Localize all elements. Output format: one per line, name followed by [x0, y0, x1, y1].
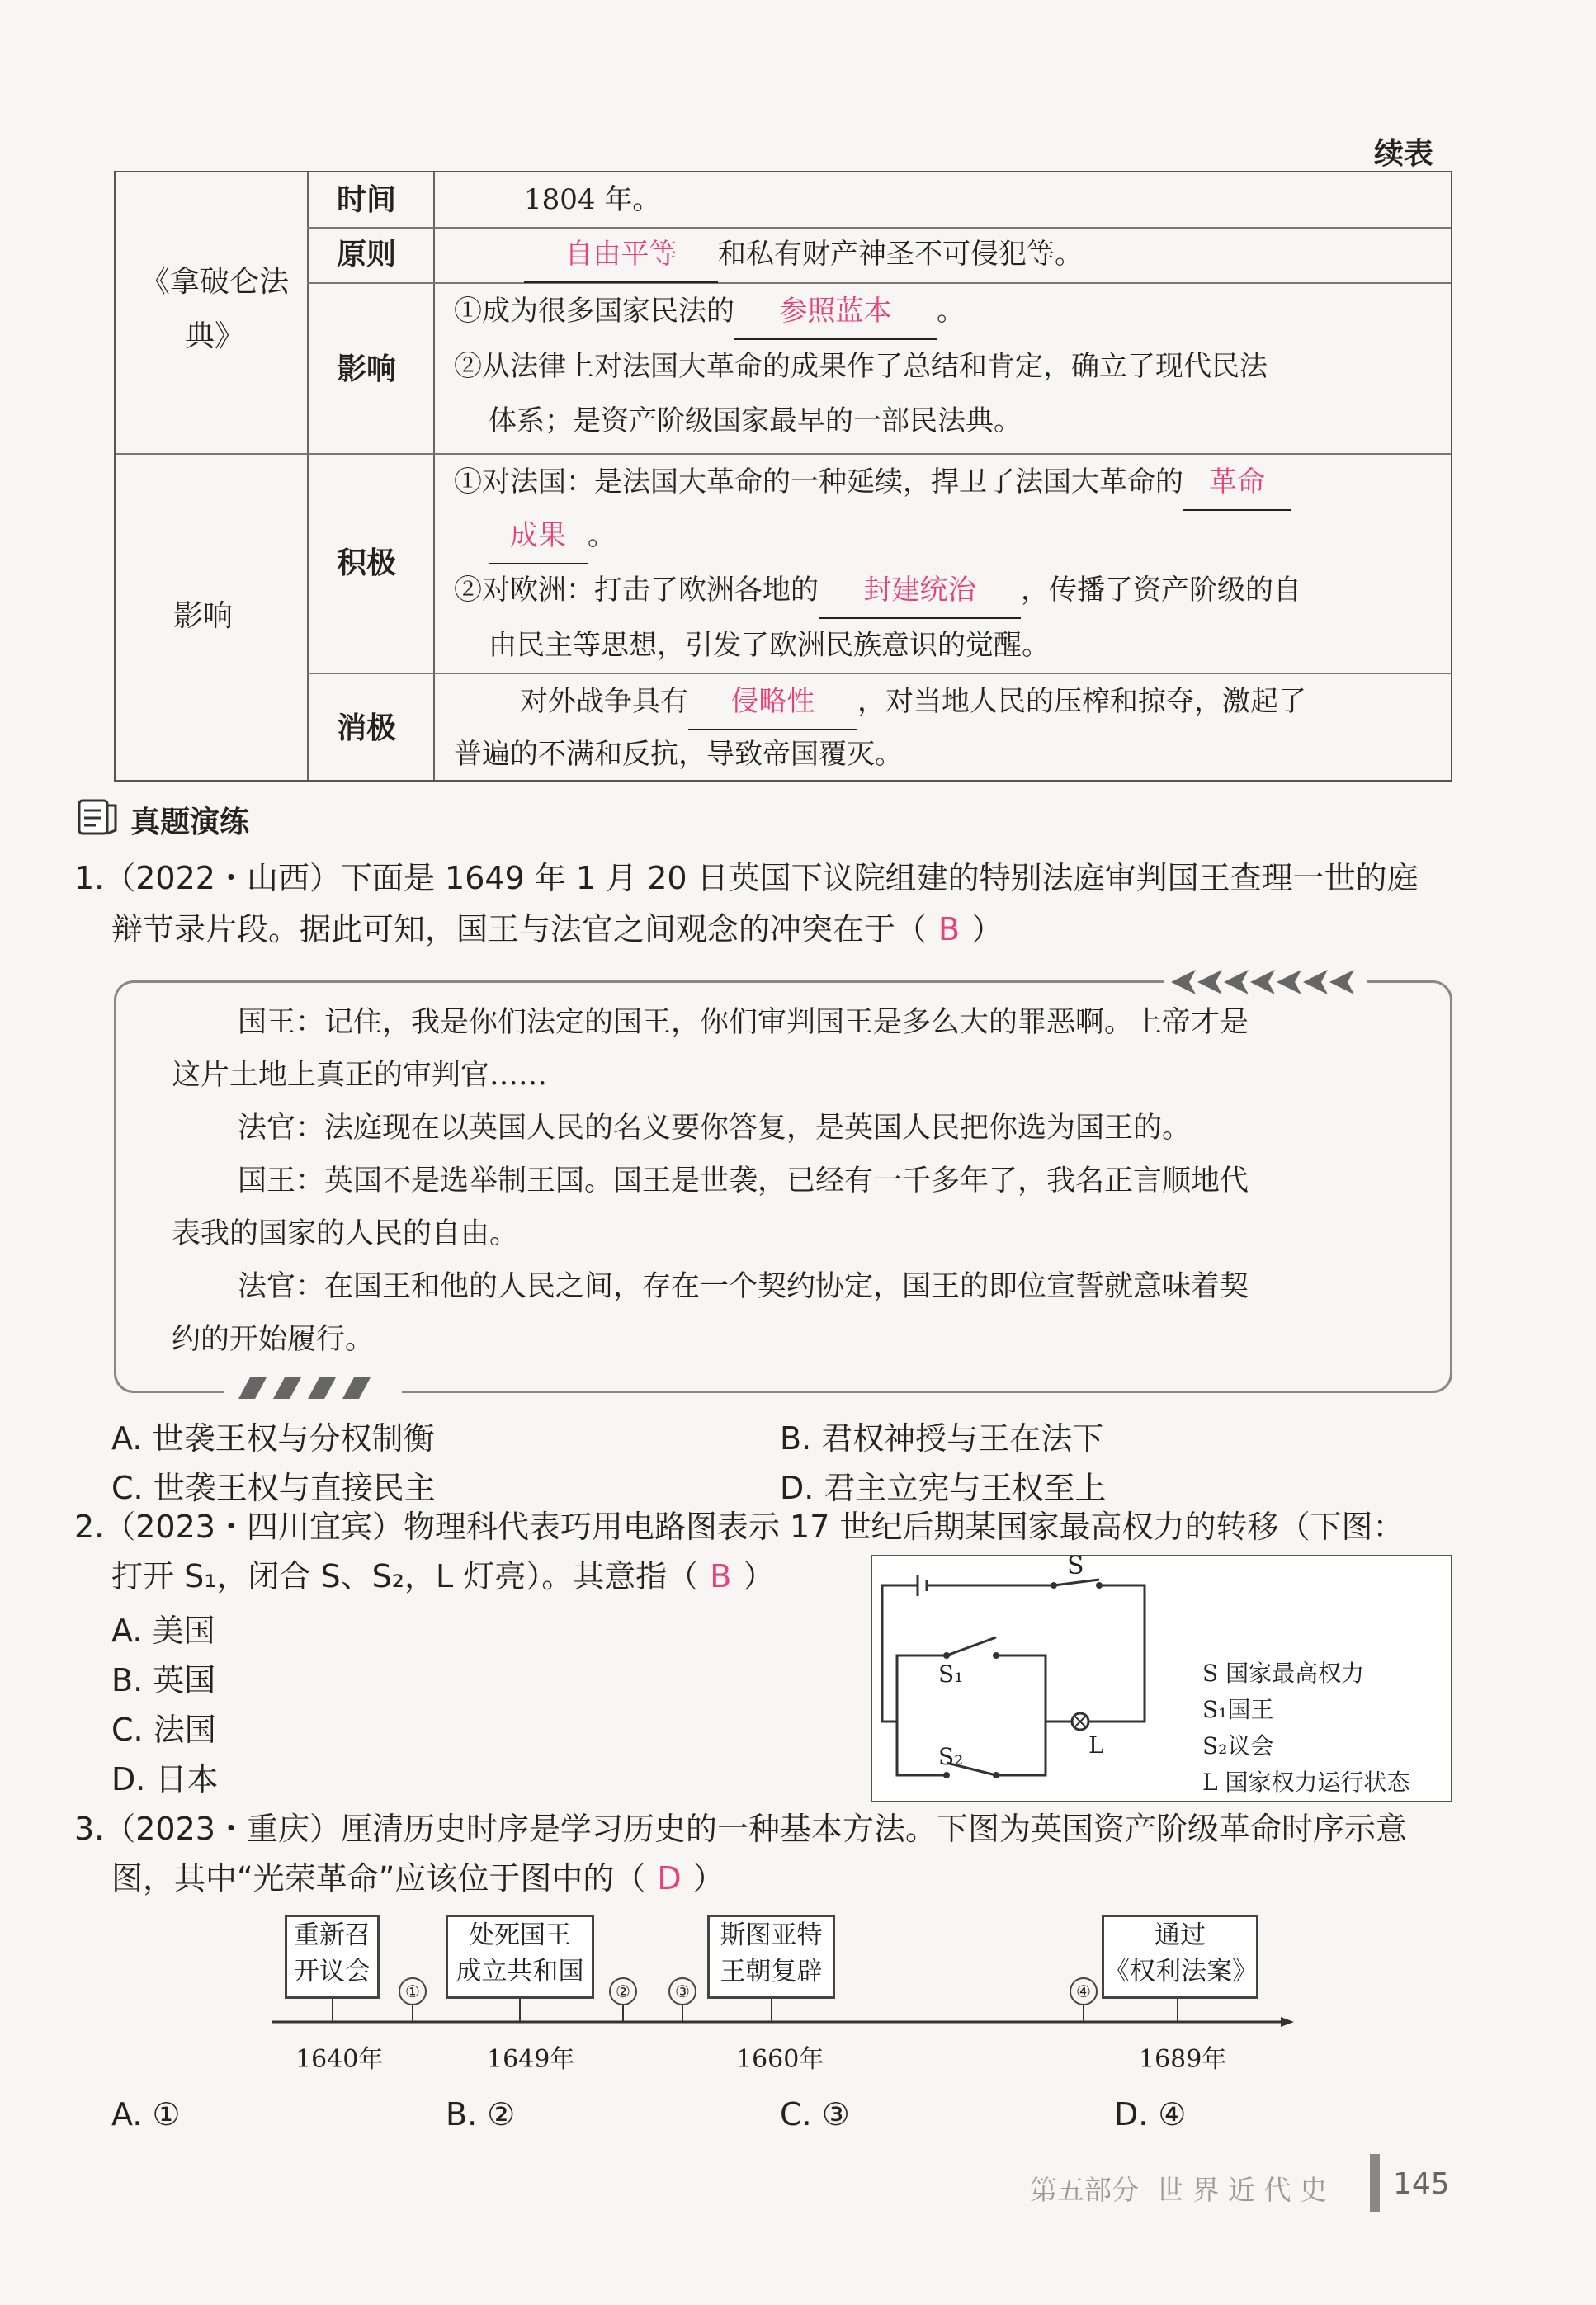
marker-2: ② [609, 1977, 637, 2005]
year-label: 1660年 [736, 2045, 824, 2074]
positive-1-line2: 成果 。 [489, 508, 616, 564]
q2-line2: 打开 S₁，闭合 S、S₂，L 灯亮）。其意指（ B ） [111, 1558, 775, 1594]
switch-s2-label: S₂ [938, 1743, 964, 1770]
negative-1: 对外战争具有 侵略性 ，对当地人民的压榨和掠夺，激起了 [520, 674, 1306, 730]
q3-line2: 图，其中“光荣革命”应该位于图中的（ D ） [111, 1860, 725, 1896]
time-value: 1804 年。 [524, 183, 661, 216]
q1-dialogue-box [114, 980, 1452, 1393]
timeline [272, 1915, 1296, 2080]
impact-1: ①成为很多国家民法的 参照蓝本 。 [454, 284, 965, 340]
event-box: 通过 《权利法案》 [1102, 1915, 1258, 1999]
lamp-l-label: L [1088, 1731, 1104, 1759]
positive-label: 积极 [337, 546, 397, 580]
footer-divider [1370, 2154, 1380, 2212]
q1-option-b[interactable]: B. 君权神授与王在法下 [780, 1420, 1104, 1457]
principle-fill: 自由平等 [524, 227, 718, 283]
q1-answer: B [938, 911, 961, 947]
switch-s-label: S [1067, 1552, 1084, 1580]
q2-option-a[interactable]: A. 美国 [111, 1613, 215, 1649]
switch-s1-label: S₁ [938, 1660, 964, 1688]
positive-fill-b: 成果 [489, 508, 588, 564]
event-box: 重新召 开议会 [285, 1915, 380, 1999]
principle-text: 自由平等 和私有财产神圣不可侵犯等。 [524, 227, 1083, 283]
section-title: 真题演练 [130, 805, 250, 839]
impact-2-line2: 体系；是资产阶级国家最早的一部民法典。 [489, 404, 1022, 437]
event-box: 斯图亚特 王朝复辟 [707, 1915, 835, 1999]
marker-3: ③ [668, 1977, 696, 2005]
dialogue-line: 国王：记住，我是你们法定的国王，你们审判国王是多么大的罪恶啊。上帝才是 [238, 1006, 1249, 1039]
q3-option-b[interactable]: B. ② [446, 2096, 516, 2133]
impact-fill: 参照蓝本 [734, 284, 937, 340]
q2-option-d[interactable]: D. 日本 [111, 1761, 219, 1797]
positive-2-line2: 由民主等思想，引发了欧洲民族意识的觉醒。 [489, 629, 1050, 662]
page-number: 145 [1393, 2167, 1450, 2201]
time-label: 时间 [337, 182, 397, 217]
q2-answer: B [710, 1558, 732, 1594]
positive-fill-c: 封建统治 [819, 563, 1021, 619]
circuit-legend: S 国家最高权力 S₁国王 S₂议会 L 国家权力运行状态 [1202, 1660, 1410, 1796]
impact-2-line1: ②从法律上对法国大革命的成果作了总结和肯定，确立了现代民法 [454, 350, 1268, 383]
q1-line1: 1.（2022・山西）下面是 1649 年 1 月 20 日英国下议院组建的特别法庭审判国王查理一世的庭 [74, 860, 1419, 896]
year-label: 1689年 [1139, 2045, 1227, 2074]
q2-line1: 2.（2023・四川宜宾）物理科代表巧用电路图表示 17 世纪后期某国家最高权力的转移（下图： [74, 1509, 1405, 1545]
q1-option-c[interactable]: C. 世袭王权与直接民主 [111, 1470, 436, 1506]
dialogue-line: 这片土地上真正的审判官…… [172, 1059, 548, 1092]
side-impact-label: 影响 [173, 599, 234, 633]
footer-section: 第五部分 世 界 近 代 史 [1030, 2174, 1327, 2206]
book-title: 《拿破仑法典》 [140, 265, 290, 353]
positive-2: ②对欧洲：打击了欧洲各地的 封建统治 ，传播了资产阶级的自 [454, 563, 1301, 619]
q2-option-b[interactable]: B. 英国 [111, 1662, 216, 1698]
q3-option-d[interactable]: D. ④ [1114, 2096, 1187, 2133]
negative-label: 消极 [337, 711, 397, 745]
negative-fill: 侵略性 [688, 674, 857, 730]
event-box: 处死国王 成立共和国 [446, 1915, 594, 1999]
q3-option-c[interactable]: C. ③ [780, 2096, 850, 2133]
positive-fill-a: 革命 [1183, 455, 1291, 511]
dialogue-line: 法官：法庭现在以英国人民的名义要你答复，是英国人民把你选为国王的。 [238, 1112, 1192, 1145]
marker-1: ① [399, 1977, 427, 2005]
q1-option-a[interactable]: A. 世袭王权与分权制衡 [111, 1420, 435, 1457]
dialogue-line: 约的开始履行。 [172, 1323, 375, 1356]
principle-label: 原则 [337, 237, 397, 272]
notebook-icon [76, 797, 119, 837]
q1-line2: 辩节录片段。据此可知，国王与法官之间观念的冲突在于（ B ） [111, 911, 1003, 947]
year-label: 1640年 [295, 2045, 384, 2074]
napoleon-code-table [114, 171, 1452, 782]
positive-1: ①对法国：是法国大革命的一种延续，捍卫了法国大革命的 革命 [454, 455, 1291, 511]
q3-option-a[interactable]: A. ① [111, 2096, 181, 2133]
stripes-decoration [224, 1376, 402, 1404]
marker-4: ④ [1070, 1977, 1098, 2005]
impact-label: 影响 [337, 352, 397, 386]
dialogue-line: 国王：英国不是选举制王国。国王是世袭，已经有一千多年了，我名正言顺地代 [238, 1164, 1249, 1197]
circuit-diagram [871, 1552, 1452, 1802]
dialogue-line: 表我的国家的人民的自由。 [172, 1217, 519, 1250]
negative-line2: 普遍的不满和反抗，导致帝国覆灭。 [454, 738, 903, 771]
q3-line1: 3.（2023・重庆）厘清历史时序是学习历史的一种基本方法。下图为英国资产阶级革命时序示意 [74, 1811, 1407, 1847]
continued-label: 续表 [1374, 136, 1434, 171]
arrows-decoration [1164, 968, 1367, 999]
year-label: 1649年 [487, 2045, 575, 2074]
q2-option-c[interactable]: C. 法国 [111, 1712, 216, 1748]
q3-answer: D [657, 1860, 682, 1896]
q1-option-d[interactable]: D. 君主立宪与王权至上 [780, 1470, 1107, 1506]
dialogue-line: 法官：在国王和他的人民之间，存在一个契约协定，国王的即位宣誓就意味着契 [238, 1270, 1249, 1303]
